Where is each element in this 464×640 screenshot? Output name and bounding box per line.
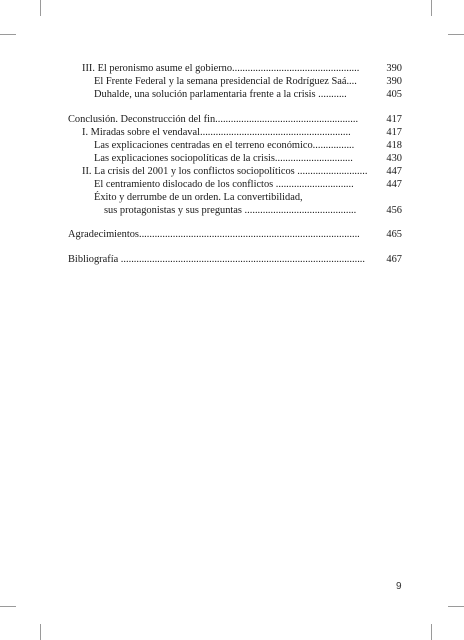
toc-entry (104, 204, 402, 217)
toc-entry-title: Éxito y derrumbe de un orden. La convertibilidad, (94, 192, 303, 203)
toc-entry-page: 430 (386, 153, 402, 164)
toc-entry (68, 228, 402, 241)
toc-entry (82, 126, 402, 139)
toc-entry-page: 417 (386, 127, 402, 138)
toc-entry (94, 152, 402, 165)
toc-entry-page: 418 (386, 140, 402, 151)
toc-entry-title: I. Miradas sobre el vendaval.......................................................... (82, 127, 351, 138)
toc-entry-title: sus protagonistas y sus preguntas ........................................... (104, 205, 357, 216)
toc-entry-title: II. La crisis del 2001 y los conflictos sociopolíticos ........................... (82, 166, 368, 177)
toc-entry (68, 253, 402, 266)
toc-entry (82, 165, 402, 178)
toc-entry (94, 178, 402, 191)
toc-entry-page: 405 (386, 89, 402, 100)
toc-entry (94, 191, 402, 204)
toc-entry-title: Agradecimientos..................................................................................... (68, 229, 360, 240)
toc-entry-page: 465 (386, 229, 402, 240)
toc-entry-title: El Frente Federal y la semana presidencial de Rodríguez Saá.... (94, 76, 357, 87)
toc-entry-page: 390 (386, 63, 402, 74)
toc-entry-page: 456 (386, 205, 402, 216)
toc-entry-title: Duhalde, una solución parlamentaria frente a la crisis ........... (94, 89, 347, 100)
toc-entry-title: Bibliografía .............................................................................................. (68, 254, 365, 265)
toc-entry (68, 113, 402, 126)
toc-entry-page: 447 (386, 179, 402, 190)
toc-entry-title: Las explicaciones centradas en el terreno económico................ (94, 140, 355, 151)
toc-entry (94, 139, 402, 152)
toc-entry (94, 75, 402, 88)
toc-entry-page: 417 (386, 114, 402, 125)
toc-entry-page: 467 (386, 254, 402, 265)
toc-entry-title: El centramiento dislocado de los conflictos .............................. (94, 179, 354, 190)
toc-entry (82, 62, 402, 75)
toc-entry-title: III. El peronismo asume el gobierno................................................. (82, 63, 360, 74)
toc-entry-page: 447 (386, 166, 402, 177)
toc-entry-title: Conclusión. Deconstrucción del fin....................................................... (68, 114, 359, 125)
toc-entry-title: Las explicaciones sociopolíticas de la crisis.............................. (94, 153, 353, 164)
toc-entry (94, 88, 402, 101)
page-number: 9 (396, 581, 402, 592)
toc-entry-page: 390 (386, 76, 402, 87)
